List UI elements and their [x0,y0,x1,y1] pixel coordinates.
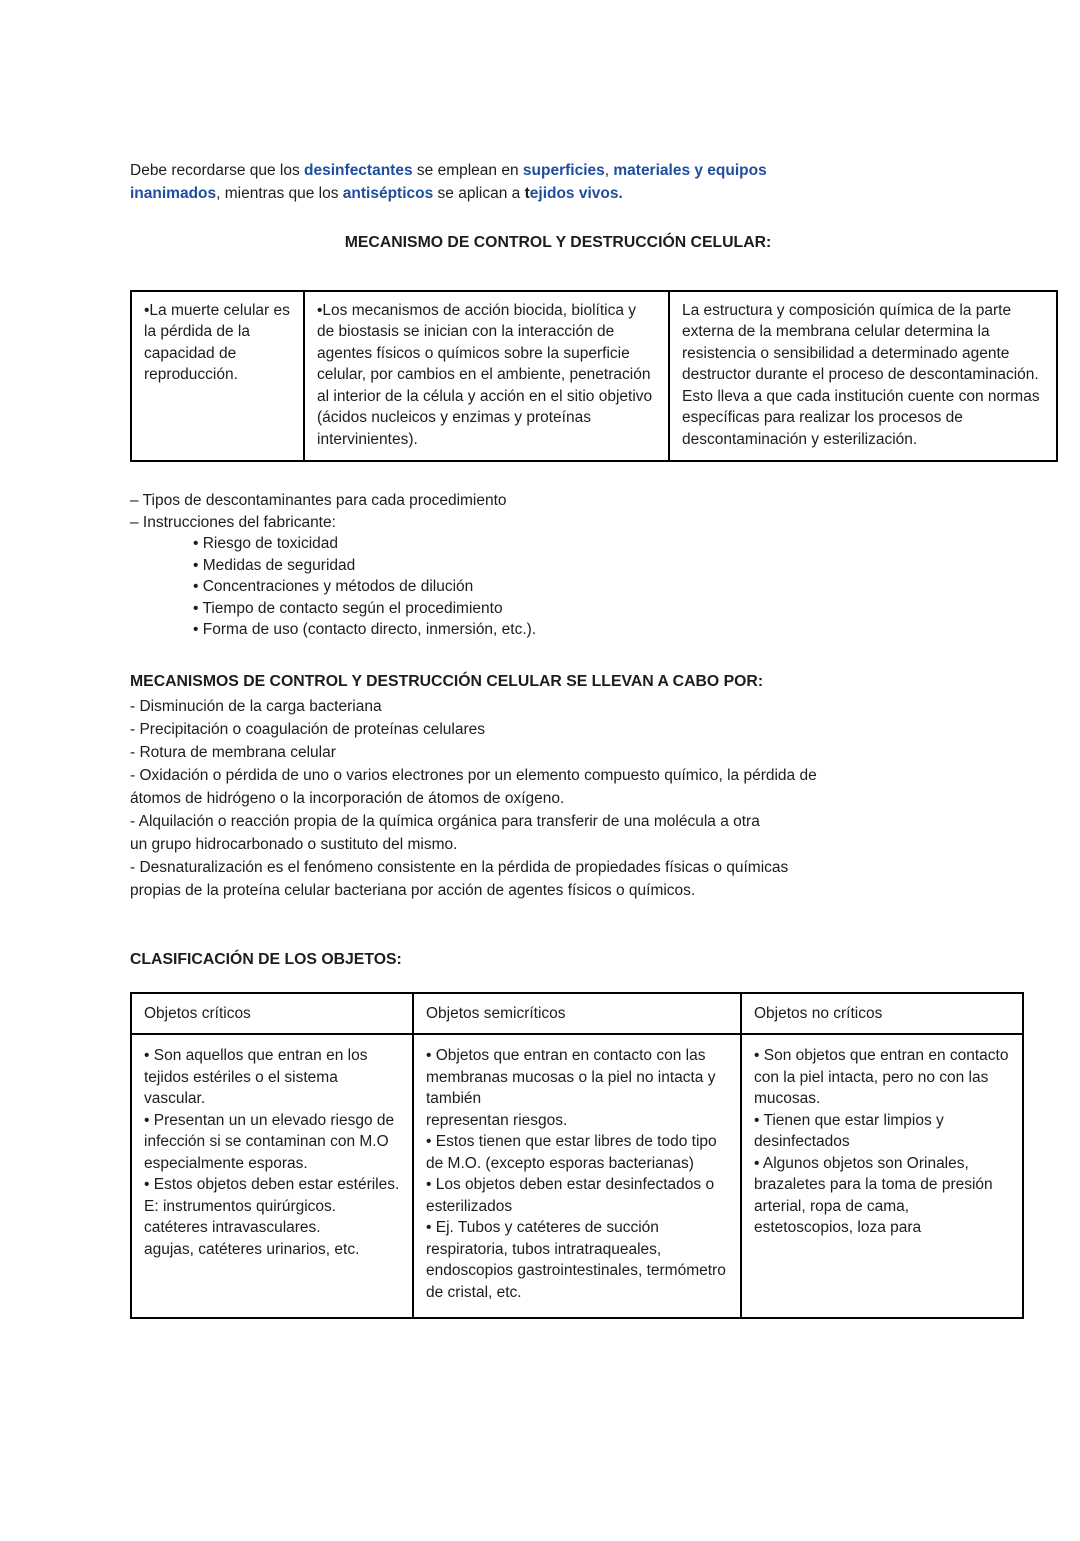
section-heading-mecanismo: MECANISMO DE CONTROL Y DESTRUCCIÓN CELULAR: [344,233,772,251]
cell-line: • Son aquellos que entran en los tejidos estériles o el sistema vascular. [144,1047,368,1107]
cell-line: • Ej. Tubos y catéteres de succión respiratoria, tubos intratraqueales, endoscopios gastrointestinales, termómetro de cristal, etc. [426,1219,726,1301]
cell-line: • Estos tienen que estar libres de todo tipo de M.O. (excepto esporas bacterianas) [426,1133,717,1172]
bullet-item-forma: • Forma de uso (contacto directo, inmersión, etc.). [193,621,537,638]
intro-run-superficies: superficies [522,161,605,179]
cell-line: • Son objetos que entran en contacto con la piel intacta, pero no con las mucosas. [754,1047,1009,1107]
cell-line: • Algunos objetos son Orinales, brazaletes para la toma de presión arterial, ropa de cama, estetoscopios, loza para [754,1154,993,1236]
mechanism-item-alquilacion: - Alquilación o reacción propia de la química orgánica para transferir de una molécula a otra [130,812,760,830]
cell-objetos-semicriticos [413,1034,741,1318]
intro-run-inanimados: inanimados [130,184,217,202]
intro-run: se emplean en [412,161,523,179]
cell-mecanismos-accion: •Los mecanismos de acción biocida, biolítica y de biostasis se inician con la interacción de agentes físicos o químicos sobre la superficie celular, por cambios en el ambiente, penetración al interior de la célula y acción en el sitio objetivo (ácidos nucleicos y enzimas y proteínas intervinientes). [304,291,669,462]
cell-line: • Objetos que entran en contacto con las membranas mucosas o la piel no intacta y también [426,1047,716,1107]
cell-muerte-celular: •La muerte celular es la pérdida de la capacidad de reproducción. [131,291,304,462]
intro-run-desinfectantes: desinfectantes [304,161,413,179]
header-objetos-criticos: Objetos críticos [131,993,413,1035]
cell-objetos-criticos [131,1034,413,1318]
mechanism-item-alquilacion-cont: un grupo hidrocarbonado o sustituto del mismo. [130,835,458,853]
cell-line: esterilizados [426,1197,513,1215]
page-content [130,16,1040,1320]
table-row [131,291,1057,462]
mechanism-item-desnaturalizacion: - Desnaturalización es el fenómeno consistente en la pérdida de propiedades físicas o químicas [130,858,789,876]
intro-run: , [604,161,614,179]
bullet-item-concentraciones: • Concentraciones y métodos de dilución [193,578,474,595]
intro-run: se aplican a [433,184,525,202]
cell-line: • Los objetos deben estar desinfectados o [426,1176,715,1193]
intro-run: Debe recordarse que los [130,161,305,179]
decontaminants-list [130,490,986,641]
intro-paragraph [130,16,986,205]
mechanisms-list [130,695,986,902]
cell-line: • Estos objetos deben estar estériles. E: instrumentos quirúrgicos. catéteres intravasculares. [144,1176,400,1236]
dash-item-instrucciones: – Instrucciones del fabricante: [130,513,336,531]
objects-classification-table [130,992,1024,1320]
document-page [0,16,1080,1541]
dash-item-tipos: – Tipos de descontaminantes para cada procedimiento [130,492,507,509]
cell-line: • Presentan un un elevado riesgo de infección si se contaminan con M.O especialmente esporas. [144,1111,395,1172]
mechanism-item-desnaturalizacion-cont: propias de la proteína celular bacteriana por acción de agentes físicos o químicos. [130,881,696,899]
intro-run-t: t [524,184,530,202]
mechanism-item-oxidacion: - Oxidación o pérdida de uno o varios electrones por un elemento compuesto químico, la pérdida de [130,766,817,784]
objects-table-header-row [131,993,1023,1035]
objects-table-body-row [131,1034,1023,1318]
cell-objetos-no-criticos [741,1034,1023,1318]
cell-line: agujas, catéteres urinarios, etc. [144,1240,360,1258]
section-heading-clasificacion: CLASIFICACIÓN DE LOS OBJETOS: [130,950,402,968]
cell-death-mechanism-table [130,290,1058,463]
mechanism-item-disminucion: - Disminución de la carga bacteriana [130,697,382,715]
header-objetos-no-criticos: Objetos no críticos [741,993,1023,1035]
header-objetos-semicriticos: Objetos semicríticos [413,993,741,1035]
mechanism-item-rotura: - Rotura de membrana celular [130,743,336,761]
bullet-item-riesgo: • Riesgo de toxicidad [193,535,339,552]
intro-run-antisepticos: antisépticos [342,184,434,202]
mechanism-item-precipitacion: - Precipitación o coagulación de proteínas celulares [130,720,485,738]
intro-run: , mientras que los [216,184,343,202]
fabricante-sublist [130,533,986,641]
cell-line: • Tienen que estar limpios y desinfectados [754,1111,944,1150]
cell-estructura-membrana: La estructura y composición química de la parte externa de la membrana celular determina la resistencia o sensibilidad a determinado agente destructor durante el proceso de descontaminación. Esto lleva a que cada institución cuente con normas específicas para realizar los procesos de descontaminación y esterilización. [669,291,1057,462]
intro-run-materiales: materiales y equipos [613,161,767,179]
bullet-item-medidas: • Medidas de seguridad [193,556,356,574]
section-heading-mecanismos-por: MECANISMOS DE CONTROL Y DESTRUCCIÓN CELULAR SE LLEVAN A CABO POR: [130,672,764,690]
cell-line: representan riesgos. [426,1111,568,1129]
mechanism-item-oxidacion-cont: átomos de hidrógeno o la incorporación de átomos de oxígeno. [130,789,565,807]
bullet-item-tiempo: • Tiempo de contacto según el procedimiento [193,599,503,617]
intro-run-tejidos-vivos: ejidos vivos. [529,184,623,202]
